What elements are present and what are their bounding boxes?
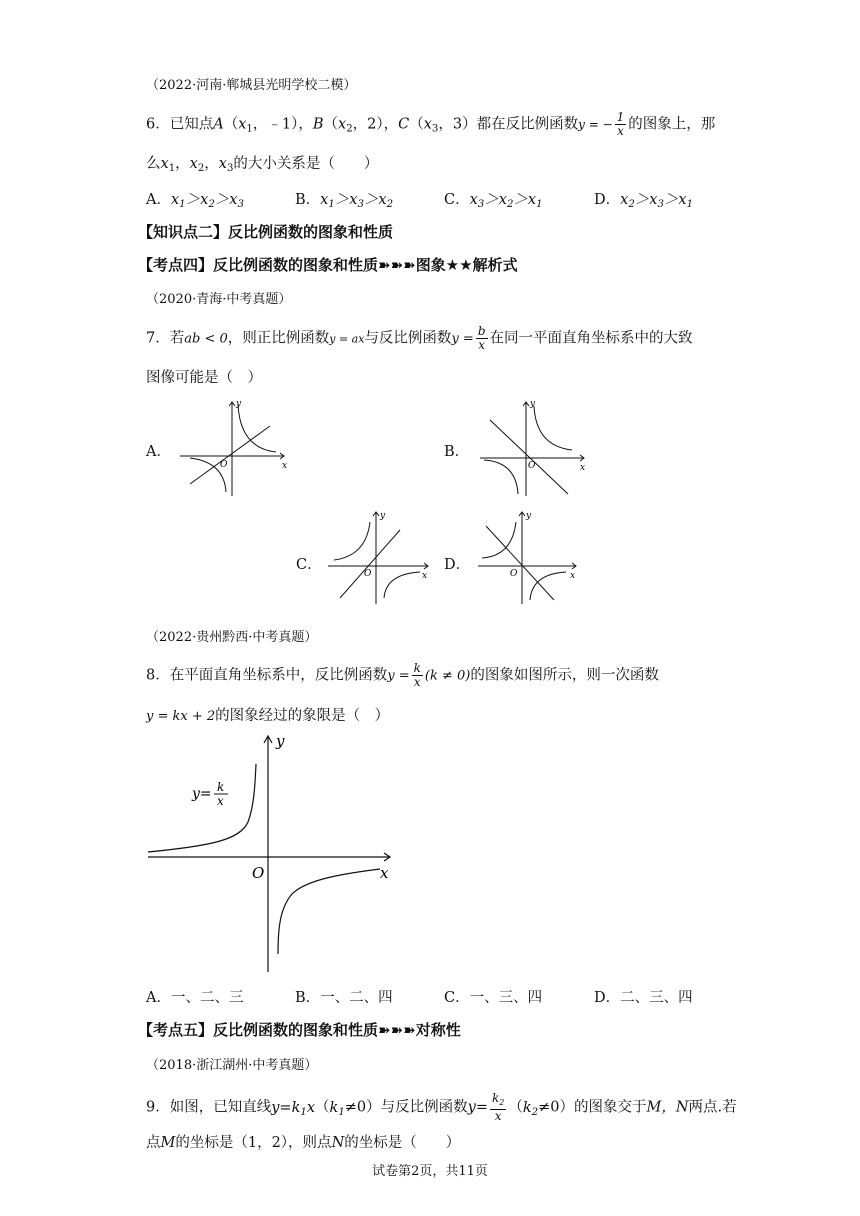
q7c-origin-label: O <box>364 569 372 579</box>
q6-line2-x3-sub: 3 <box>226 163 234 174</box>
q8-option-c-label: C． <box>444 990 470 1006</box>
q6-option-a-text: $x_1>x_2>x_3$ <box>170 192 244 210</box>
q6-line2-x3: x <box>218 156 227 172</box>
q9-t4: 两点.若 <box>688 1099 737 1116</box>
q7-fraction-den: x <box>478 338 486 352</box>
q8-line1 <box>146 662 659 689</box>
q8-line2 <box>146 704 389 725</box>
q6-c-close: ，3）都在反比例函数 <box>438 116 579 133</box>
q7-fraction <box>476 325 488 352</box>
q9-cond1: $(k_1\ne 0)$ <box>315 1099 381 1118</box>
q8-t2: 的图象如图所示，则一次函数 <box>470 667 659 684</box>
q7a-x-label: x <box>282 461 288 471</box>
q6-point-c: C <box>398 116 410 133</box>
q7-t4: 在同一平面直角坐标系中的大致 <box>489 330 693 347</box>
q7-line1 <box>146 325 693 352</box>
q6-line1 <box>146 111 715 138</box>
section-knowledge-2: 【知识点二】反比例函数的图象和性质 <box>138 223 394 241</box>
q8-curve-4 <box>278 869 380 954</box>
q7-graph-c <box>324 508 436 608</box>
q6-option-c[interactable] <box>444 188 543 210</box>
q7c-line <box>340 530 400 598</box>
q8-origin-label: O <box>252 864 265 882</box>
q7b-x-label: x <box>580 463 586 473</box>
q6-option-b-text: $x_1>x_3>x_2$ <box>320 192 394 210</box>
q8-option-a-label: A． <box>146 990 171 1006</box>
q9-cond2: $(k_2\ne 0)$ <box>508 1099 574 1118</box>
q6-x2-sub: 2 <box>346 123 353 135</box>
q9-number: 9． <box>146 1099 170 1116</box>
q8-option-b-text: 一、二、四 <box>320 990 393 1006</box>
q7d-origin-label: O <box>510 569 518 579</box>
q9-line2-a: 点 <box>146 1135 161 1151</box>
q6-line2-b: 的大小关系是（ ） <box>233 156 379 172</box>
q9-t1: 如图，已知直线 <box>169 1099 272 1116</box>
q7c-curve-4 <box>384 572 420 598</box>
q7c-curve-2 <box>334 522 370 560</box>
q6-source: （2022·河南·郸城县光明学校二模） <box>146 78 357 93</box>
q6-text-end: 的图象上，那 <box>628 116 716 133</box>
q6-option-d-text: $x_2>x_3>x_1$ <box>620 192 694 210</box>
section-point-5: 【考点五】反比例函数的图象和性质➽➽➽对称性 <box>138 1021 461 1039</box>
q8-curve-2 <box>148 764 256 852</box>
q9-line1 <box>146 1092 737 1123</box>
q7-number: 7． <box>146 330 170 347</box>
q8-source: （2022·贵州黔西·中考真题） <box>146 630 318 645</box>
q6-a-open: （ <box>223 116 239 133</box>
q7-option-a-label[interactable]: A． <box>146 444 171 460</box>
page-footer: 试卷第2页，共11页 <box>372 1164 488 1179</box>
q6-option-a[interactable] <box>146 188 244 210</box>
q6-option-d[interactable] <box>594 188 693 210</box>
q8-fraction <box>412 662 423 689</box>
q8-option-c[interactable] <box>444 986 542 1007</box>
q7-option-d-label[interactable]: D． <box>444 557 471 573</box>
q6-a-close: ，﹣1）， <box>252 116 313 133</box>
q9-line2-b: 的坐标是（1，2），则点 <box>175 1135 332 1151</box>
q7-line2: 图像可能是（ ） <box>146 370 262 386</box>
q8-eq: y = <box>387 668 410 684</box>
q6-line2-x1: x <box>160 156 169 172</box>
q8-option-b[interactable] <box>295 986 393 1007</box>
q7-graph-a <box>176 396 296 500</box>
q8-option-a-text: 一、二、三 <box>170 990 244 1006</box>
q8-number: 8． <box>146 667 170 684</box>
q8-option-a[interactable] <box>146 986 243 1007</box>
q6-point-b: B <box>312 116 324 133</box>
q7b-curve-1 <box>534 406 572 450</box>
q8-fraction-den: x <box>413 675 421 689</box>
q8-t1: 在平面直角坐标系中，反比例函数 <box>169 667 388 684</box>
q8-curve-label-x: x <box>217 794 224 808</box>
q9-line2-c: 的坐标是（ ） <box>344 1135 461 1151</box>
q6-option-c-text: $x_3>x_2>x_1$ <box>469 192 543 210</box>
q7b-y-label: y <box>530 399 536 409</box>
q7-graph-d <box>474 508 584 608</box>
q6-option-b-label: B． <box>295 192 321 208</box>
q8-option-d-text: 二、三、四 <box>620 990 693 1006</box>
q8-x-label: x <box>380 864 389 882</box>
q8-option-d[interactable] <box>594 986 693 1007</box>
q6-fraction-num: 1 <box>616 110 625 124</box>
q6-x1-sub: 1 <box>246 123 253 135</box>
q7d-y-label: y <box>526 511 532 521</box>
q7-eq2: y = <box>451 331 474 347</box>
q7d-line <box>486 526 554 600</box>
q7-t3: 与反比例函数 <box>364 330 452 347</box>
q6-number: 6． <box>146 116 170 133</box>
q7-graph-b <box>476 396 596 500</box>
q8-option-d-label: D． <box>594 990 621 1006</box>
q6-b-open: （ <box>323 116 338 133</box>
q6-c-open: （ <box>409 116 424 133</box>
q7-eq1: y = ax <box>329 332 365 346</box>
q9-fraction-den: x <box>494 1109 502 1123</box>
q8-option-c-text: 一、三、四 <box>469 990 543 1006</box>
q8-y-label: y <box>276 732 285 750</box>
q8-graph <box>140 728 400 978</box>
q7-t2: ，则正比例函数 <box>227 330 330 347</box>
q6-option-d-label: D． <box>594 192 621 208</box>
q6-x2: x <box>338 116 347 133</box>
q8-fraction-num: k <box>413 661 421 675</box>
q7b-line <box>490 420 568 494</box>
q7a-origin-label: O <box>220 460 228 470</box>
q6-x1: x <box>238 116 247 133</box>
q6-option-b[interactable] <box>295 188 393 210</box>
q7-fraction-num: b <box>477 324 486 338</box>
q8-condition: (k ≠ 0) <box>424 668 471 684</box>
q6-line2-x2: x <box>189 156 198 172</box>
q7-condition: ab < 0 <box>184 331 228 347</box>
q9-point-n: N <box>331 1135 345 1151</box>
q9-mn: M，N <box>646 1099 689 1116</box>
q6-option-c-label: C． <box>444 192 470 208</box>
q7-t1: 若 <box>169 330 185 347</box>
q6-text: 已知点 <box>169 116 214 133</box>
q7-source: （2020·青海·中考真题） <box>146 292 292 307</box>
q7d-x-label: x <box>570 571 576 581</box>
q9-t2: 与反比例函数 <box>380 1099 468 1116</box>
q6-fraction-den: x <box>617 124 624 138</box>
q9-eq1: $y=k_1x$ <box>271 1099 316 1118</box>
q7a-line <box>190 426 270 484</box>
q9-source: （2018·浙江湖州·中考真题） <box>146 1058 318 1073</box>
q7b-origin-label: O <box>528 461 536 471</box>
q7b-curve-3 <box>484 460 518 494</box>
q8-t3: 的图象经过的象限是（ ） <box>215 708 390 724</box>
q7c-y-label: y <box>380 511 386 521</box>
q6-x3: x <box>423 116 432 133</box>
q6-line2-x2-sub: 2 <box>197 163 205 174</box>
q6-option-a-label: A． <box>146 192 171 208</box>
q6-x3-sub: 3 <box>431 123 439 135</box>
q6-line2-x1-sub: 1 <box>168 163 176 174</box>
q9-line2 <box>146 1131 460 1152</box>
q6-fraction <box>615 111 627 138</box>
section-point-4: 【考点四】反比例函数的图象和性质➽➽➽图象★★解析式 <box>138 256 518 274</box>
q8-curve-label-k: k <box>217 780 225 794</box>
q9-point-m: M <box>160 1135 176 1151</box>
q9-eq2: y= <box>467 1099 488 1116</box>
q6-b-close: ，2）， <box>352 116 399 133</box>
q6-point-a: A <box>213 116 224 133</box>
q7-option-c-label[interactable]: C． <box>296 557 322 573</box>
q9-fraction-num: $k_2$ <box>490 1092 506 1110</box>
q6-line2: 么$x_1$，$x_2$，$x_3$的大小关系是（ ） <box>146 156 379 174</box>
q9-t3: 的图象交于 <box>573 1099 647 1116</box>
q7c-x-label: x <box>422 571 428 581</box>
q6-equation: y = − <box>578 117 613 132</box>
q7d-curve-4 <box>530 572 566 600</box>
q8-option-b-label: B． <box>295 990 321 1006</box>
q8-eq2: y = kx + 2 <box>146 709 216 724</box>
q6-line2-a: 么 <box>146 156 161 172</box>
q8-curve-label-y: y= <box>192 786 212 802</box>
q7-option-b-label[interactable]: B． <box>444 444 470 460</box>
q9-fraction <box>490 1092 506 1123</box>
q7a-y-label: y <box>236 399 242 409</box>
